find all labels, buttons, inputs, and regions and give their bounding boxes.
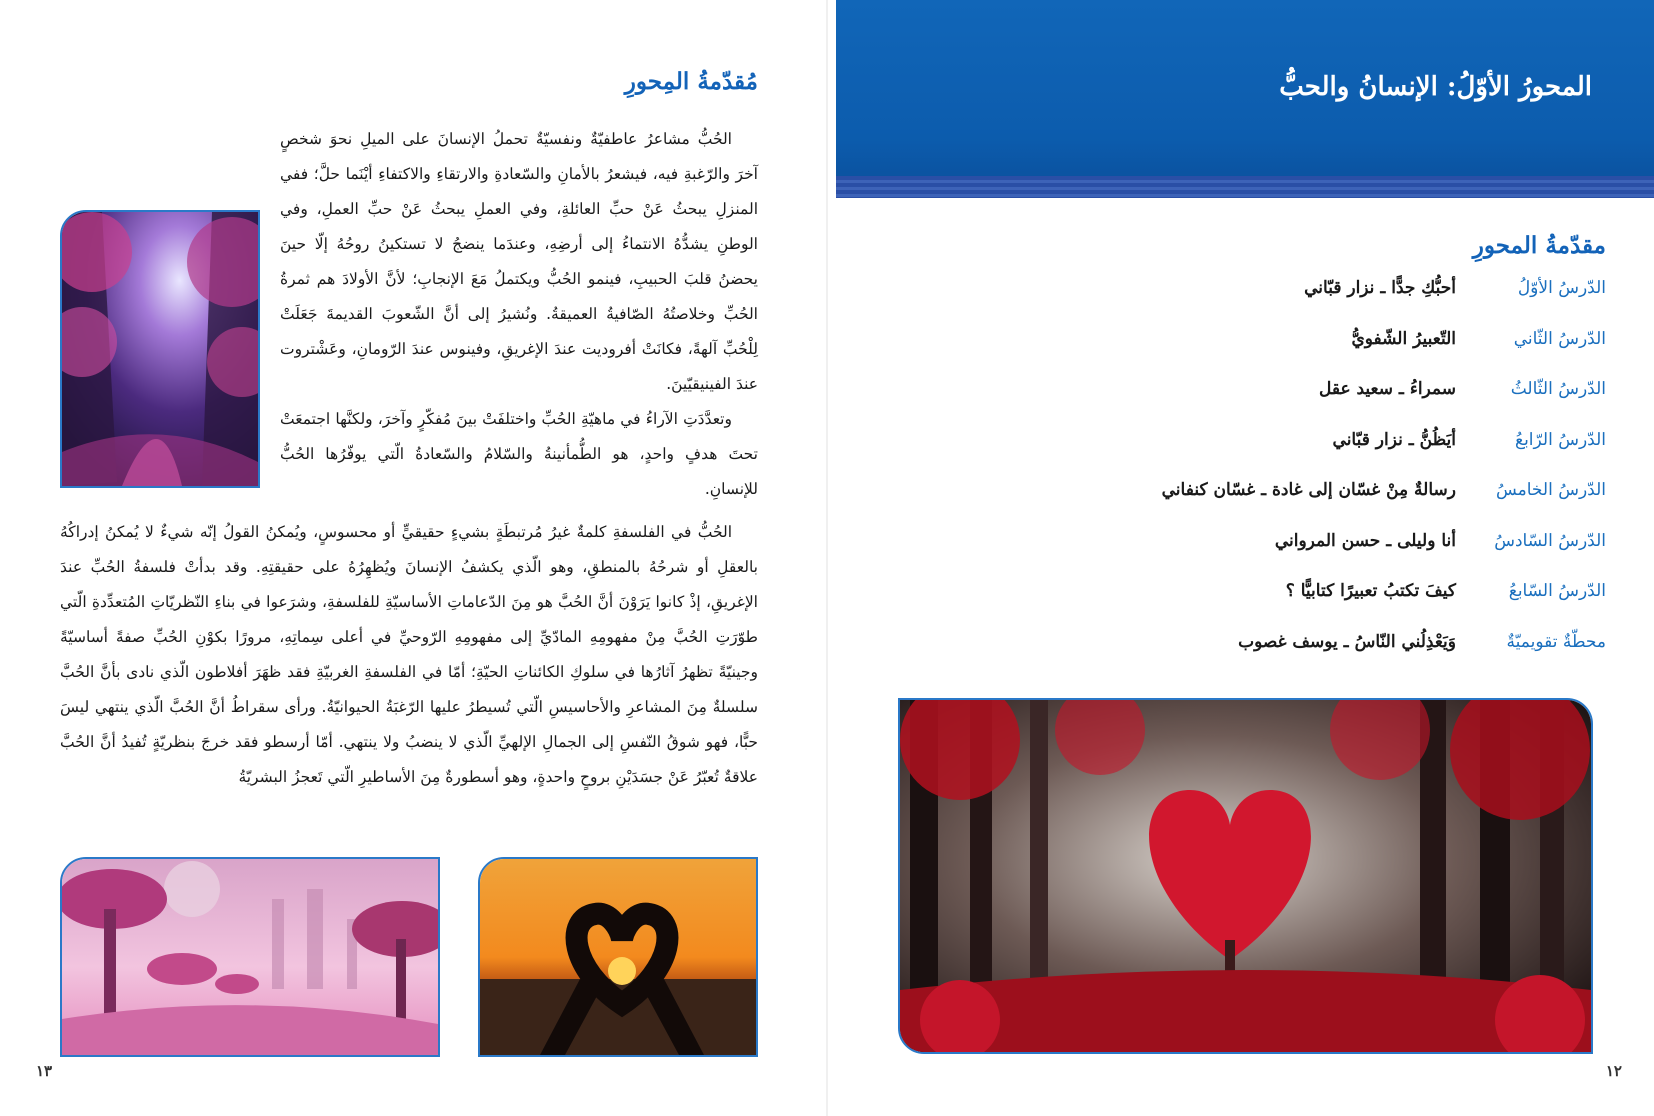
- chapter-title: المحورُ الأوّلُ: الإنسانُ والحبُّ: [1279, 72, 1592, 102]
- lesson-title: أنا وليلى ـ حسن المرواني: [1274, 530, 1456, 551]
- lesson-list: [886, 278, 1606, 682]
- lesson-label: الدّرسُ الأوّلُ: [1517, 278, 1606, 298]
- lesson-title: وَيَعْذِلُني النّاسُ ـ يوسف غصوب: [1238, 631, 1456, 652]
- lesson-row: [886, 329, 1606, 380]
- lesson-row: [886, 430, 1606, 481]
- paragraph: الحُبُّ مشاعرُ عاطفيّةٌ ونفسيّةٌ تحملُ الإنسانَ على الميلِ نحوَ شخصٍ آخرَ والرّغبةِ فيه، فيشعرُ بالأمانِ والسّعادةِ والارتقاءِ والاكتفاءِ أيْنَما حلَّ؛ ففي المنزلِ يبحثُ عَنْ حبِّ العائلةِ، وفي العملِ يبحثُ عَنْ حبِّ العملِ، وفي الوطنِ يشدُّهُ الانتماءُ إلى أرضِهِ، وعندَما ينضجُ لا تستكينُ روحُهُ إلّا حينَ يحضنُ قلبَ الحبيبِ، فينمو الحُبُّ ويكتملُ مَعَ الإنجابِ؛ لأنَّ الأولادَ هم ثمرةُ الحُبِّ وخلاصتُهُ الصّافيةُ العميقةُ. ونُشيرُ إلى أنَّ الشّعوبَ القديمةَ جَعَلَتْ لِلْحُبِّ آلهةً، فكانَتْ أفروديت عندَ الإغريقِ، وفينوس عندَ الرّومانِ، وعَشْتروت عندَ الفينيقيّينَ.: [280, 130, 758, 393]
- lesson-label: الدّرسُ الثّاني: [1513, 328, 1606, 349]
- lesson-title: رسالةٌ مِنْ غسّان إلى غادة ـ غسّان كنفاني: [1161, 480, 1456, 500]
- heart-hands-sunset-image: [478, 857, 758, 1057]
- lesson-row: [886, 581, 1606, 632]
- lesson-row: [886, 480, 1606, 531]
- purple-forest-image: [60, 210, 260, 488]
- lesson-title: سمراءُ ـ سعيد عقل: [1318, 379, 1456, 399]
- philosophy-text: [60, 515, 758, 795]
- lesson-row: [886, 632, 1606, 683]
- lesson-label: الدّرسُ السّابعُ: [1508, 581, 1606, 601]
- page-number: ١٢: [1605, 1062, 1622, 1080]
- right-page: [828, 0, 1654, 1116]
- section-title: مُقدّمةُ المِحورِ: [624, 68, 758, 95]
- lesson-label: الدّرسُ الخامسُ: [1495, 480, 1606, 500]
- lesson-row: [886, 531, 1606, 582]
- lesson-title: أحبُّكِ جدًّا ـ نزار قبّاني: [1304, 278, 1456, 298]
- banner-stripes: [836, 176, 1654, 198]
- lesson-label: محطّةٌ تقويميّةٌ: [1506, 631, 1606, 652]
- lesson-title: كيفَ تكتبُ تعبيرًا كتابيًّا ؟: [1285, 581, 1456, 601]
- section-title: مقدّمةُ المحورِ: [1472, 232, 1606, 259]
- red-heart-tree-forest-image: [898, 698, 1593, 1054]
- lesson-row: [886, 278, 1606, 329]
- lesson-row: [886, 379, 1606, 430]
- left-page: [0, 0, 826, 1116]
- paragraph: وتعدَّدَتِ الآراءُ في ماهيّةِ الحُبِّ واختلفَتْ بينَ مُفكّرٍ وآخرَ، ولكنَّها اجتمعَتْ تحتَ هدفٍ واحدٍ، هو الطُّمأنينةُ والسّلامُ والسّعادةُ الّتي يوفّرُها الحُبُّ للإنسانِ.: [280, 410, 758, 498]
- intro-text-top: [280, 122, 758, 507]
- lesson-label: الدّرسُ الثّالثُ: [1510, 379, 1606, 399]
- lesson-label: الدّرسُ الرّابعُ: [1515, 429, 1606, 450]
- lesson-label: الدّرسُ السّادسُ: [1494, 530, 1606, 551]
- page-number: ١٣: [36, 1062, 53, 1080]
- paragraph: الحُبُّ في الفلسفةِ كلمةٌ غيرُ مُرتبطَةٍ بشيءٍ حقيقيٍّ أو محسوسٍ، ويُمكنُ القولُ إنّه شيءٌ لا يُمكنُ إدراكُهُ بالعقلِ أو شرحُهُ بالمنطقِ، وهو الّذي يكشفُ الإنسانَ ويُظهِرُهُ على حقيقتِهِ. وقد بدأتْ فلسفةُ الحُبِّ عندَ الإغريقِ، إذْ كانوا يَرَوْنَ أنَّ الحُبَّ هو مِنَ الدّعاماتِ الأساسيّةِ للفلسفةِ، وشرَعوا في بناءِ النّظريّاتِ المُتعدِّدةِ الّتي طوّرَتِ الحُبَّ مِنْ مفهومِهِ المادّيِّ إلى مفهومِهِ الرّوحيِّ في أعلى سِماتِهِ، مرورًا بكوْنِ الحُبِّ صفةً أساسيّةً وجينيّةً تظهرُ آثارُها في سلوكِ الكائناتِ الحيّةِ؛ أمّا في الفلسفةِ الغربيّةِ فقد ظهَرَ أفلاطون الّذي نادى بأنَّ الحُبَّ سلسلةٌ مِنَ المشاعرِ والأحاسيسِ الّتي تُسيطرُ عليها الرّغبَةُ الحيوانيّةُ. ورأى سقراطُ أنَّ الحُبَّ الّذي ينتهي ليسَ حبًّا، فهو شوقُ النّفسِ إلى الجمالِ الإلهيِّ الّذي لا ينضبُ ولا ينتهي. أمّا أرسطو فقد خرجَ بنظريّةٍ تُفيدُ أنَّ الحُبَّ علاقةٌ تُعبّرُ عَنْ جسَدَيْنِ بروحٍ واحدةٍ، وهو أسطورةٌ مِنَ الأساطيرِ الّتي تَعجزُ البشريّةُ: [60, 523, 758, 786]
- lesson-title: التّعبيرُ الشّفويُّ: [1351, 328, 1456, 349]
- lesson-title: أيَظُنُّ ـ نزار قبّاني: [1332, 429, 1456, 450]
- chapter-banner: [836, 0, 1654, 198]
- pink-fantasy-landscape-image: [60, 857, 440, 1057]
